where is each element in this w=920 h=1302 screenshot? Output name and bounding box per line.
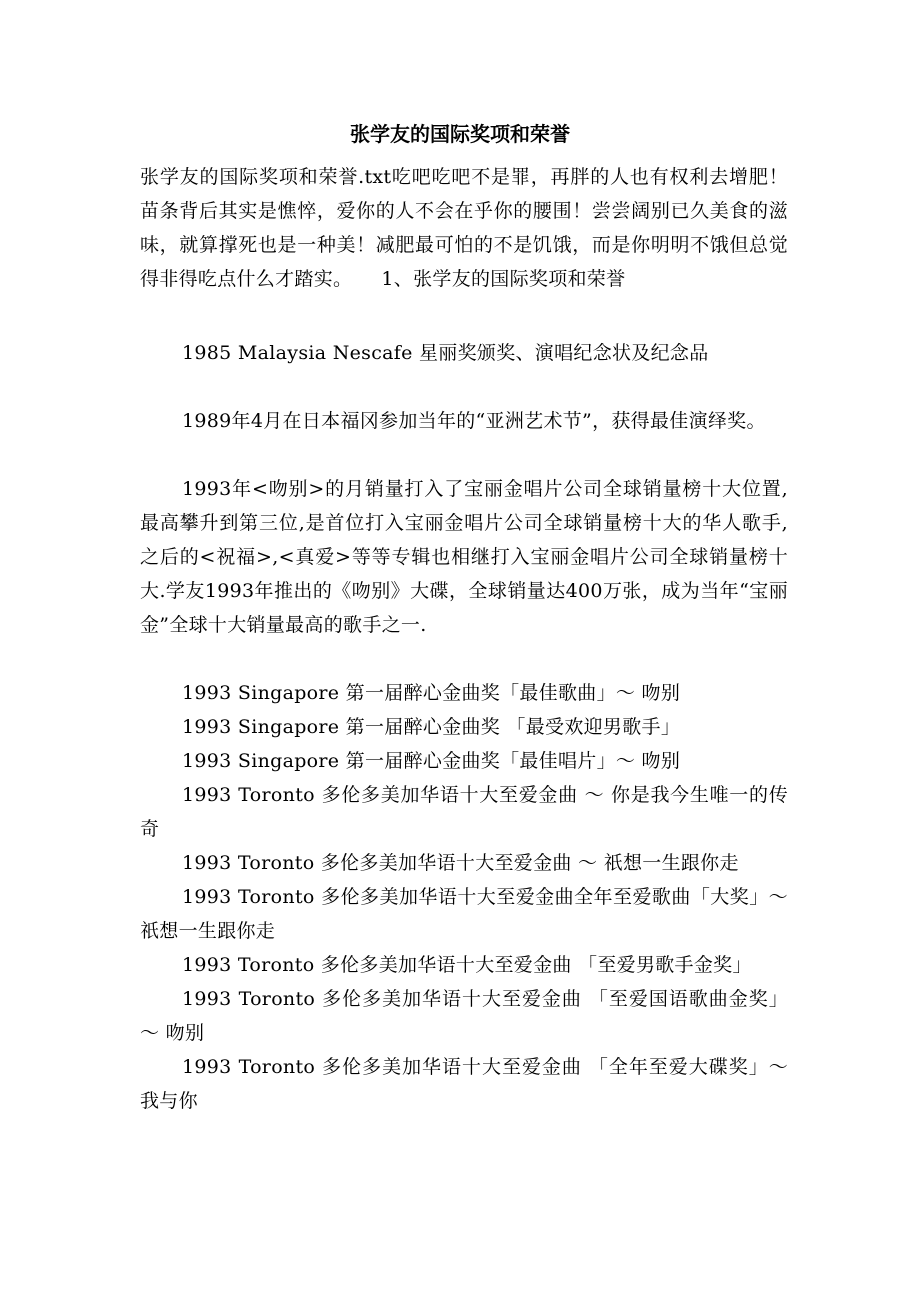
entry-1989: 1989年4月在日本福冈参加当年的“亚洲艺术节”，获得最佳演绎奖。: [182, 410, 766, 432]
paragraph-spacer: [140, 296, 788, 330]
paragraph-spacer: [140, 438, 788, 472]
paragraph-spacer: [140, 642, 788, 676]
entry-1993-sales: 1993年<吻别>的月销量打入了宝丽金唱片公司全球销量榜十大位置,最高攀升到第三位,是首位打入宝丽金唱片公司全球销量榜十大的华人歌手,之后的<祝福>,<真爱>等等专辑也相继打入宝丽金唱片公司全球销量榜十大.学友1993年推出的《吻别》大碟，全球销量达400万张，成为当年“宝丽金”全球十大销量最高的歌手之一.: [140, 478, 788, 636]
award-item: 1993 Toronto 多伦多美加华语十大至爱金曲 ～ 祇想一生跟你走: [182, 852, 739, 874]
paragraph-spacer: [140, 370, 788, 404]
award-item: 1993 Singapore 第一届醉心金曲奖 「最受欢迎男歌手」: [182, 716, 681, 738]
award-item: 1993 Singapore 第一届醉心金曲奖「最佳唱片」～ 吻别: [182, 750, 681, 772]
award-item: 1993 Toronto 多伦多美加华语十大至爱金曲 「至爱国语歌曲金奖」 ～ 吻别: [140, 988, 788, 1044]
awards-list: [140, 676, 788, 1118]
entry-1985: 1985 Malaysia Nescafe 星丽奖颁奖、演唱纪念状及纪念品: [182, 342, 709, 364]
award-item: 1993 Singapore 第一届醉心金曲奖「最佳歌曲」～ 吻别: [182, 682, 681, 704]
award-item: 1993 Toronto 多伦多美加华语十大至爱金曲全年至爱歌曲「大奖」～ 祇想一生跟你走: [140, 886, 788, 942]
document-body: [140, 160, 788, 1118]
intro-paragraph: 张学友的国际奖项和荣誉.txt吃吧吃吧不是罪，再胖的人也有权利去增肥！苗条背后其实是憔悴，爱你的人不会在乎你的腰围！尝尝阔别已久美食的滋味，就算撑死也是一种美！减肥最可怕的不是饥饿，而是你明明不饿但总觉得非得吃点什么才踏实。 1、张学友的国际奖项和荣誉: [140, 166, 788, 290]
award-item: 1993 Toronto 多伦多美加华语十大至爱金曲 「至爱男歌手金奖」: [182, 954, 752, 976]
document-title: 张学友的国际奖项和荣誉: [350, 122, 570, 146]
award-item: 1993 Toronto 多伦多美加华语十大至爱金曲 ～ 你是我今生唯一的传奇: [140, 784, 788, 840]
award-item: 1993 Toronto 多伦多美加华语十大至爱金曲 「全年至爱大碟奖」～我与你: [140, 1056, 788, 1112]
